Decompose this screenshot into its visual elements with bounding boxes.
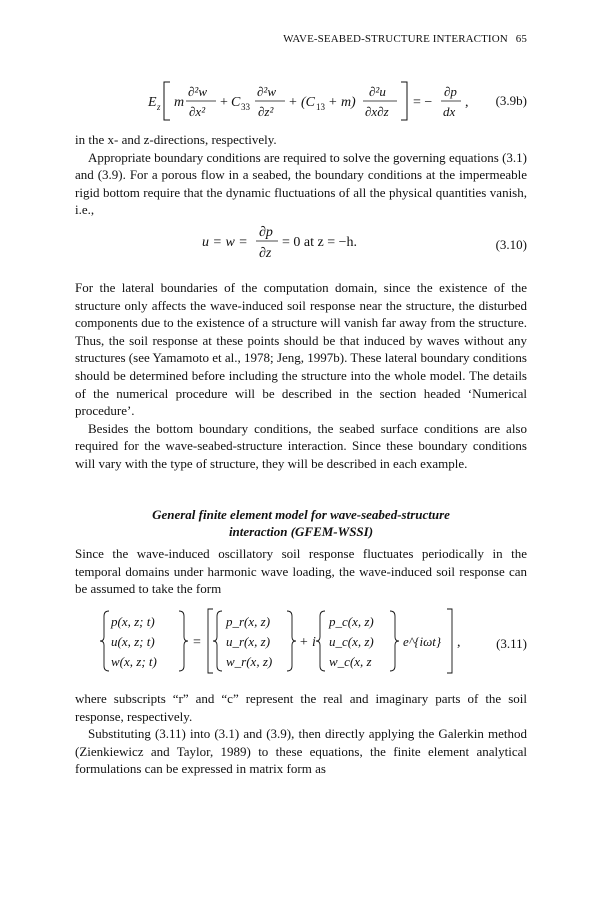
eq311-outer-right-bracket <box>447 609 452 673</box>
paragraph-7: Substituting (3.11) into (3.1) and (3.9), then directly applying the Galerkin method (Zienkiewicz and Taylor, 1989) to these equations, the finite element analytical formulations can be expressed in matrix form as <box>75 726 527 777</box>
eq311-imag-row-1: p_c(x, z) <box>329 614 374 629</box>
paragraph-6: where subscripts “r” and “c” represent the real and imaginary parts of the soil response, respectively. <box>75 691 527 724</box>
eq310-frac-den: ∂z <box>259 246 272 261</box>
eq311-imag-row-2: u_c(x, z) <box>329 634 374 649</box>
equation-3-11 <box>75 606 527 676</box>
eq39b-term1-num: ∂²w <box>188 84 207 99</box>
eq39b-term3-coef: (C <box>301 95 315 110</box>
eq310-rhs: = 0 at z = −h. <box>282 235 358 250</box>
eq39b-lhs: E <box>148 95 157 110</box>
eq39b-term2-coef: C <box>231 95 241 110</box>
eq39b-term2-num: ∂²w <box>257 84 276 99</box>
text-block-4 <box>75 690 527 778</box>
eq311-outer-left-bracket <box>208 609 213 673</box>
text-block-3 <box>75 545 527 598</box>
eq39b-term3-coef-tail: + m) <box>328 95 356 110</box>
eq39b-term2-den: ∂z² <box>258 104 274 119</box>
section-heading-line-1: General finite element model for wave-seabed-structure <box>152 507 450 522</box>
equation-number-3-11: (3.11) <box>496 636 527 651</box>
eq311-left-vector-open-brace <box>100 611 109 671</box>
eq39b-term1-den: ∂x² <box>189 104 206 119</box>
running-title: WAVE-SEABED-STRUCTURE INTERACTION <box>283 33 508 45</box>
equation-3-9b-formula <box>75 78 495 124</box>
eq39b-left-bracket <box>164 82 170 120</box>
eq39b-term2-coef-sub: 33 <box>241 102 250 112</box>
eq39b-term3-coef-sub: 13 <box>316 102 325 112</box>
eq311-real-row-1: p_r(x, z) <box>226 614 271 629</box>
eq311-plus-i: + i <box>299 635 316 650</box>
eq39b-plus2: + <box>289 95 297 110</box>
text-block-2 <box>75 279 527 473</box>
eq311-left-row-2: u(x, z; t) <box>111 634 155 649</box>
eq39b-trail: , <box>465 95 469 110</box>
eq39b-rhs-den: dx <box>443 104 456 119</box>
equation-3-10 <box>75 218 527 264</box>
running-header <box>283 33 527 45</box>
eq311-exponential: e^{iωt} <box>403 634 442 649</box>
eq311-left-vector-close-brace <box>179 611 188 671</box>
eq39b-right-bracket <box>401 82 407 120</box>
eq39b-rhs-num: ∂p <box>444 84 457 99</box>
eq311-imag-row-3: w_c(x, z <box>329 654 372 669</box>
section-heading <box>75 506 527 540</box>
paragraph-4: Besides the bottom boundary conditions, the seabed surface conditions are also required for the wave-seabed-structure interaction. Since these boundary conditions will vary with the type of structure, they will be described in each example. <box>75 420 527 471</box>
equation-3-9b <box>75 78 527 124</box>
eq311-real-vector-open-brace <box>213 611 222 671</box>
paragraph-2: Appropriate boundary conditions are required to solve the governing equations (3.1) and (3.9). For a porous flow in a seabed, the boundary conditions at the impermeable rigid bottom require that the dynamic fluctuations of all the physical quantities vanish, i.e., <box>75 149 527 218</box>
eq310-frac-num: ∂p <box>259 225 273 240</box>
eq311-left-row-3: w(x, z; t) <box>111 654 157 669</box>
eq311-imag-vector-open-brace <box>316 611 325 671</box>
eq39b-lhs-sub: z <box>157 102 161 112</box>
eq311-left-row-1: p(x, z; t) <box>111 614 155 629</box>
eq311-real-vector-close-brace <box>287 611 296 671</box>
equation-number-3-10: (3.10) <box>495 237 527 252</box>
equation-number-3-9b: (3.9b) <box>495 93 527 108</box>
eq311-real-row-2: u_r(x, z) <box>226 634 271 649</box>
page-number: 65 <box>515 33 527 45</box>
paragraph-1: in the x- and z-directions, respectively. <box>75 132 277 147</box>
eq311-equals: = <box>193 635 201 650</box>
equation-3-10-formula <box>75 218 495 264</box>
text-block-1 <box>75 131 527 219</box>
eq311-trail: , <box>457 635 461 650</box>
paragraph-5: Since the wave-induced oscillatory soil response fluctuates periodically in the temporal domains under harmonic wave loading, the wave-induced soil response can be assumed to take the form <box>75 546 527 597</box>
eq39b-plus1: + <box>220 95 228 110</box>
eq311-real-row-3: w_r(x, z) <box>226 654 273 669</box>
eq39b-equals: = − <box>413 95 433 110</box>
paragraph-3: For the lateral boundaries of the computation domain, since the existence of the structure only affects the wave-induced soil response near the structure, the disturbed components due to the existence of a structure will vanish far away from the structure. Thus, the soil response at these points should be that induced by waves without any structures (see Yamamoto et al., 1978; Jeng, 1997b). These lateral boundary conditions should be determined before including the structure into the whole model. The details of the numerical procedure will be described in the section headed ‘Numerical procedure’. <box>75 280 527 419</box>
equation-3-11-formula <box>75 606 475 676</box>
eq39b-term3-den: ∂x∂z <box>365 104 389 119</box>
eq39b-term3-num: ∂²u <box>369 84 386 99</box>
eq39b-term1-coef: m <box>174 95 185 110</box>
eq310-lhs: u = w = <box>202 235 248 250</box>
section-heading-line-2: interaction (GFEM-WSSI) <box>228 524 374 539</box>
eq311-imag-vector-close-brace <box>390 611 399 671</box>
